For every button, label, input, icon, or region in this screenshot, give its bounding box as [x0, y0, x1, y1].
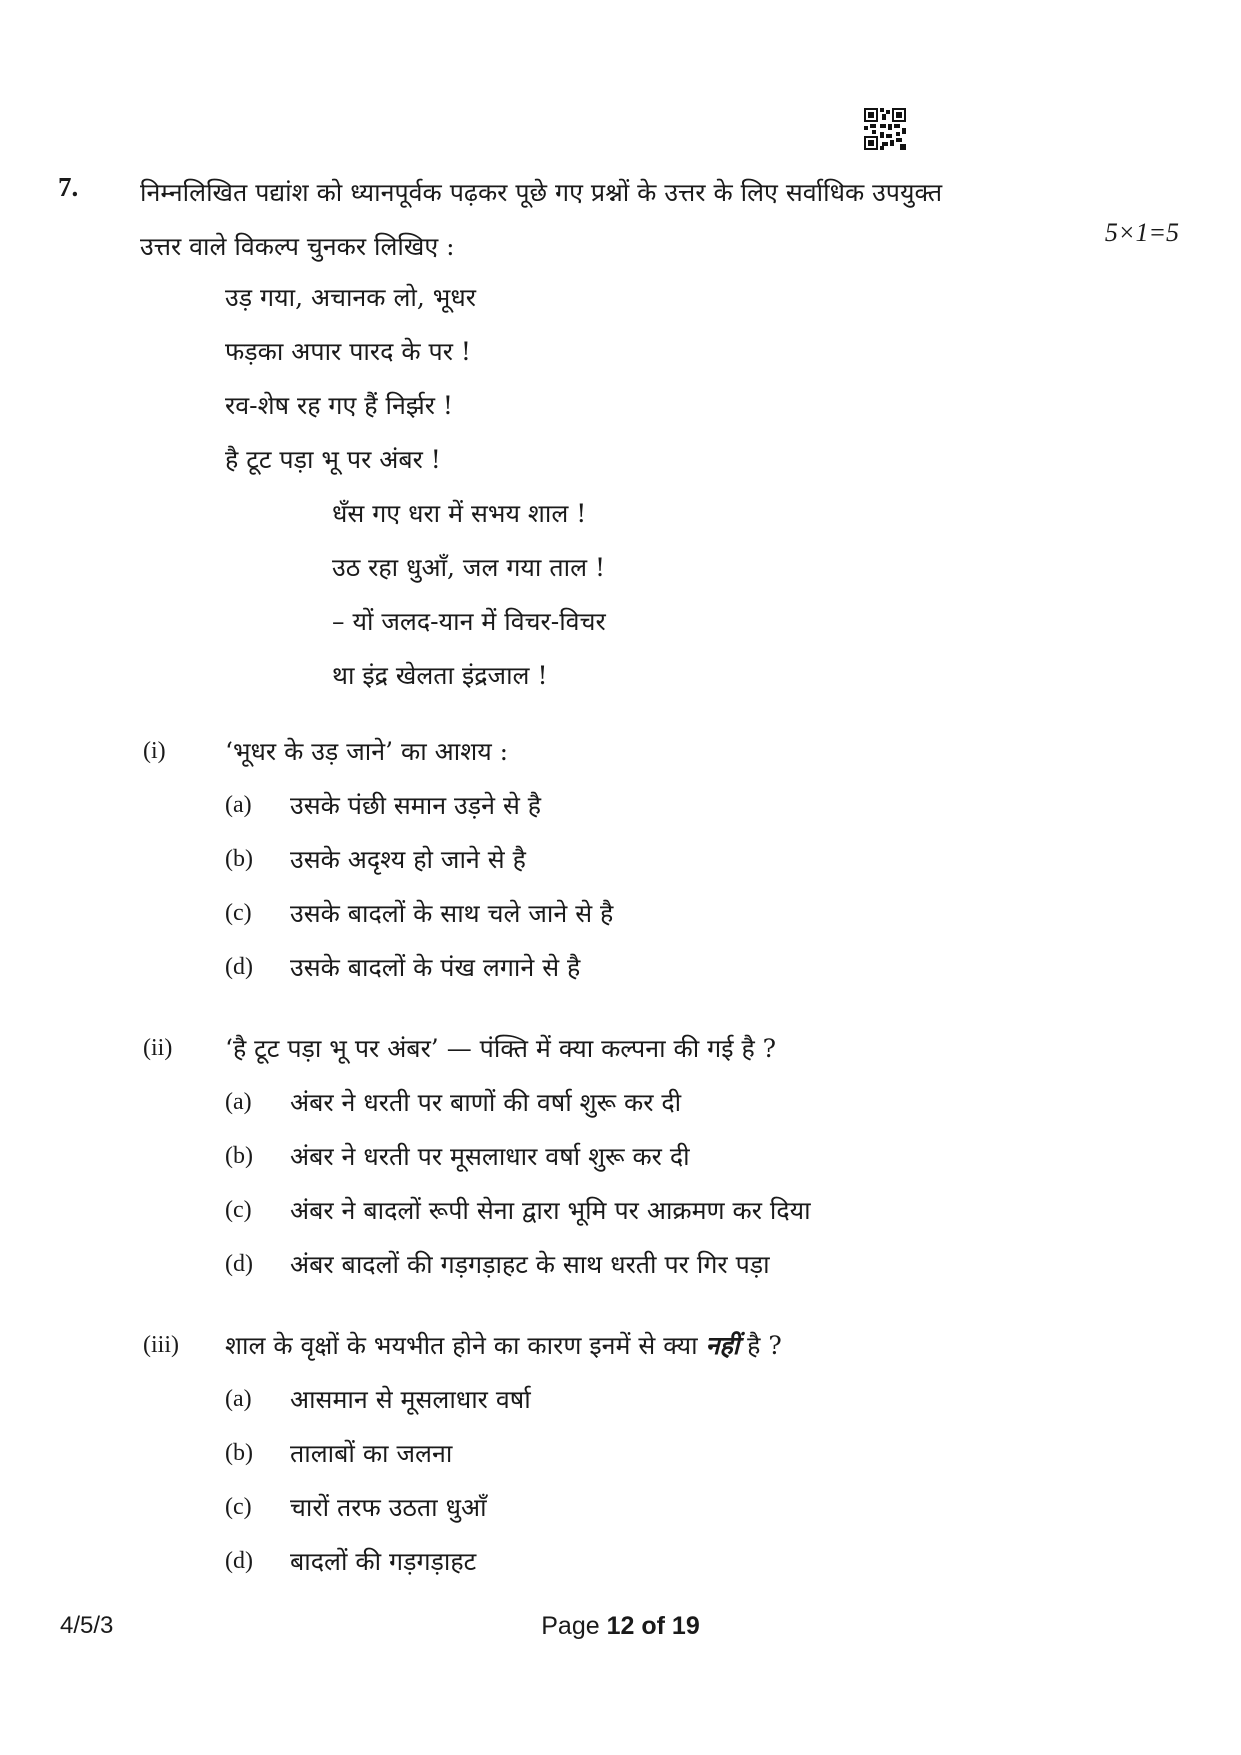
option-label: (a)	[225, 1089, 252, 1115]
option-text: आसमान से मूसलाधार वर्षा	[290, 1385, 531, 1414]
poem-line: धँस गए धरा में सभय शाल !	[332, 499, 587, 528]
option-text: अंबर ने बादलों रूपी सेना द्वारा भूमि पर आक्रमण कर दिया	[290, 1196, 811, 1225]
subquestion-label: (iii)	[143, 1332, 179, 1358]
marks-label: 5×1=5	[1104, 218, 1179, 247]
option-text: तालाबों का जलना	[290, 1439, 453, 1468]
page-of: of	[641, 1612, 665, 1640]
option-label: (c)	[225, 1197, 252, 1223]
option-label: (c)	[225, 1494, 252, 1520]
option-text: अंबर बादलों की गड़गड़ाहट के साथ धरती पर गिर पड़ा	[290, 1250, 770, 1279]
poem-line: है टूट पड़ा भू पर अंबर !	[225, 445, 441, 474]
paper-code: 4/5/3	[60, 1612, 114, 1639]
option-text: उसके पंछी समान उड़ने से है	[290, 791, 542, 820]
option-label: (a)	[225, 1386, 252, 1412]
poem-line: रव-शेष रह गए हैं निर्झर !	[225, 391, 453, 420]
subquestion-text: ‘भूधर के उड़ जाने’ का आशय :	[225, 737, 509, 766]
option-text: उसके बादलों के साथ चले जाने से है	[290, 899, 614, 928]
option-text: चारों तरफ उठता धुआँ	[290, 1493, 487, 1522]
subquestion-text	[225, 1328, 782, 1362]
subquestion-text: ‘है टूट पड़ा भू पर अंबर’ — पंक्ति में क्या कल्पना की गई है ?	[225, 1034, 777, 1063]
instruction-line-2: उत्तर वाले विकल्प चुनकर लिखिए :	[140, 232, 455, 261]
option-label: (b)	[225, 846, 253, 872]
option-label: (d)	[225, 1251, 253, 1277]
option-label: (d)	[225, 954, 253, 980]
subquestion-label: (i)	[143, 738, 166, 764]
option-text: अंबर ने धरती पर मूसलाधार वर्षा शुरू कर दी	[290, 1142, 690, 1171]
subquestion-text-after: है ?	[747, 1331, 782, 1360]
question-instruction	[140, 166, 1125, 274]
qr-code-icon	[864, 108, 906, 150]
question-number: 7.	[58, 172, 79, 202]
page-total: 19	[671, 1612, 700, 1640]
poem-line: – यों जलद-यान में विचर-विचर	[332, 607, 606, 636]
subquestion-text-before: शाल के वृक्षों के भयभीत होने का कारण इनमें से क्या	[225, 1331, 698, 1360]
subquestion-label: (ii)	[143, 1035, 173, 1061]
page-current: 12	[606, 1612, 635, 1640]
option-label: (b)	[225, 1143, 253, 1169]
poem-line: फड़का अपार पारद के पर !	[225, 337, 471, 366]
option-label: (d)	[225, 1548, 253, 1574]
option-label: (a)	[225, 792, 252, 818]
option-text: उसके अदृश्य हो जाने से है	[290, 845, 526, 874]
page-number	[0, 1612, 1241, 1641]
option-text: बादलों की गड़गड़ाहट	[290, 1547, 477, 1576]
poem-line: था इंद्र खेलता इंद्रजाल !	[332, 661, 548, 690]
poem-line: उड़ गया, अचानक लो, भूधर	[225, 283, 476, 312]
option-text: उसके बादलों के पंख लगाने से है	[290, 953, 581, 982]
poem-line: उठ रहा धुआँ, जल गया ताल !	[332, 553, 606, 582]
instruction-line-1: निम्नलिखित पद्यांश को ध्यानपूर्वक पढ़कर पूछे गए प्रश्नों के उत्तर के लिए सर्वाधिक उपयुक्त	[140, 178, 943, 207]
subquestion-emphasis: नहीं	[705, 1331, 740, 1360]
page-prefix: Page	[541, 1612, 600, 1640]
option-text: अंबर ने धरती पर बाणों की वर्षा शुरू कर दी	[290, 1088, 682, 1117]
option-label: (b)	[225, 1440, 253, 1466]
option-label: (c)	[225, 900, 252, 926]
